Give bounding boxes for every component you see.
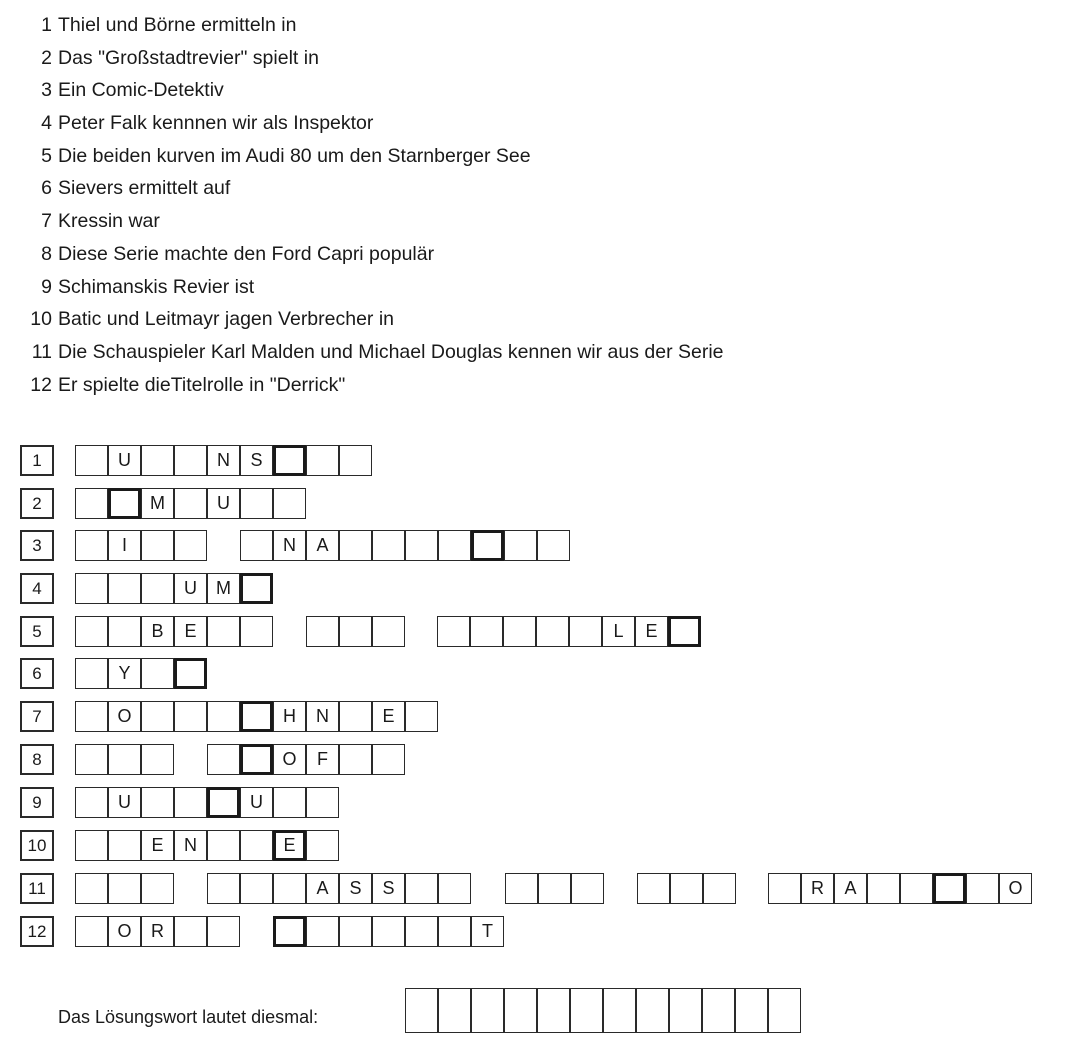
letter-cell[interactable] bbox=[174, 916, 207, 947]
letter-cell[interactable]: E bbox=[635, 616, 668, 647]
solution-letter-box[interactable] bbox=[702, 988, 735, 1033]
letter-cell[interactable]: H bbox=[273, 701, 306, 732]
solution-letter-box[interactable] bbox=[504, 988, 537, 1033]
letter-cell[interactable] bbox=[505, 873, 538, 904]
letter-cell[interactable]: O bbox=[273, 744, 306, 775]
letter-cell[interactable]: S bbox=[240, 445, 273, 476]
letter-cell[interactable] bbox=[174, 701, 207, 732]
letter-cell[interactable] bbox=[538, 873, 571, 904]
letter-cell[interactable] bbox=[207, 830, 240, 861]
letter-cell[interactable] bbox=[174, 787, 207, 818]
clue-text: Batic und Leitmayr jagen Verbrecher in bbox=[58, 308, 395, 331]
letter-cell[interactable] bbox=[438, 873, 471, 904]
letter-cell[interactable] bbox=[867, 873, 900, 904]
row-number-2: 2 bbox=[20, 488, 54, 519]
clue-number: 11 bbox=[31, 340, 52, 363]
letter-cell[interactable]: T bbox=[471, 916, 504, 947]
letter-cell[interactable] bbox=[240, 616, 273, 647]
letter-cell[interactable] bbox=[75, 658, 108, 689]
letter-cell[interactable]: Y bbox=[108, 658, 141, 689]
letter-cell[interactable] bbox=[438, 530, 471, 561]
letter-cell[interactable]: E bbox=[174, 616, 207, 647]
letter-cell[interactable]: M bbox=[207, 573, 240, 604]
letter-cell[interactable] bbox=[536, 616, 569, 647]
letter-cell[interactable] bbox=[670, 873, 703, 904]
letter-cell[interactable] bbox=[75, 787, 108, 818]
letter-cell[interactable] bbox=[207, 873, 240, 904]
letter-cell[interactable] bbox=[174, 445, 207, 476]
letter-cell[interactable]: A bbox=[834, 873, 867, 904]
solution-key-cell[interactable] bbox=[174, 658, 207, 689]
letter-cell[interactable] bbox=[75, 488, 108, 519]
letter-cell[interactable] bbox=[240, 488, 273, 519]
letter-cell[interactable] bbox=[75, 445, 108, 476]
solution-key-cell[interactable] bbox=[273, 445, 306, 476]
solution-letter-box[interactable] bbox=[405, 988, 438, 1033]
letter-cell[interactable] bbox=[372, 530, 405, 561]
letter-cell[interactable]: U bbox=[108, 787, 141, 818]
solution-letter-box[interactable] bbox=[603, 988, 636, 1033]
letter-cell[interactable] bbox=[75, 744, 108, 775]
row-number-8: 8 bbox=[20, 744, 54, 775]
letter-cell[interactable]: I bbox=[108, 530, 141, 561]
letter-cell[interactable] bbox=[141, 787, 174, 818]
letter-cell[interactable] bbox=[273, 873, 306, 904]
letter-cell[interactable] bbox=[75, 916, 108, 947]
clue-text: Peter Falk kennnen wir als Inspektor bbox=[58, 112, 374, 135]
letter-cell[interactable] bbox=[438, 916, 471, 947]
row-number-12: 12 bbox=[20, 916, 54, 947]
solution-key-cell[interactable] bbox=[668, 616, 701, 647]
letter-cell[interactable] bbox=[339, 744, 372, 775]
letter-cell[interactable] bbox=[240, 530, 273, 561]
letter-cell[interactable]: O bbox=[999, 873, 1032, 904]
solution-key-cell[interactable] bbox=[240, 744, 273, 775]
letter-cell[interactable] bbox=[405, 873, 438, 904]
solution-letter-box[interactable] bbox=[735, 988, 768, 1033]
letter-cell[interactable]: R bbox=[801, 873, 834, 904]
letter-cell[interactable]: N bbox=[174, 830, 207, 861]
letter-cell[interactable] bbox=[75, 573, 108, 604]
letter-cell[interactable]: R bbox=[141, 916, 174, 947]
clue-text: Die Schauspieler Karl Malden und Michael Douglas kennen wir aus der Serie bbox=[58, 340, 724, 363]
solution-label: Das Lösungswort lautet diesmal: bbox=[58, 1007, 319, 1027]
letter-cell[interactable] bbox=[405, 916, 438, 947]
letter-cell[interactable]: S bbox=[372, 873, 405, 904]
clue-number: 3 bbox=[41, 79, 52, 102]
clue-text: Die beiden kurven im Audi 80 um den Starnberger See bbox=[58, 144, 531, 167]
letter-cell[interactable] bbox=[339, 916, 372, 947]
letter-cell[interactable] bbox=[372, 744, 405, 775]
row-number-9: 9 bbox=[20, 787, 54, 818]
letter-cell[interactable] bbox=[405, 701, 438, 732]
clue-number: 5 bbox=[41, 144, 52, 167]
row-number-4: 4 bbox=[20, 573, 54, 604]
row-number-11: 11 bbox=[20, 873, 54, 904]
letter-cell[interactable] bbox=[372, 616, 405, 647]
letter-cell[interactable]: U bbox=[108, 445, 141, 476]
solution-letter-box[interactable] bbox=[570, 988, 603, 1033]
letter-cell[interactable]: M bbox=[141, 488, 174, 519]
letter-cell[interactable] bbox=[306, 787, 339, 818]
letter-cell[interactable] bbox=[900, 873, 933, 904]
clue-text: Ein Comic-Detektiv bbox=[58, 79, 224, 102]
letter-cell[interactable] bbox=[966, 873, 999, 904]
letter-cell[interactable] bbox=[75, 530, 108, 561]
letter-cell[interactable]: F bbox=[306, 744, 339, 775]
letter-cell[interactable] bbox=[339, 701, 372, 732]
letter-cell[interactable] bbox=[141, 744, 174, 775]
solution-key-cell[interactable] bbox=[207, 787, 240, 818]
letter-cell[interactable] bbox=[207, 616, 240, 647]
letter-cell[interactable] bbox=[273, 787, 306, 818]
clue-number: 1 bbox=[41, 14, 52, 36]
clue-number: 9 bbox=[41, 275, 52, 298]
letter-cell[interactable] bbox=[141, 445, 174, 476]
letter-cell[interactable] bbox=[372, 916, 405, 947]
row-number-6: 6 bbox=[20, 658, 54, 689]
letter-cell[interactable] bbox=[207, 744, 240, 775]
letter-cell[interactable] bbox=[339, 445, 372, 476]
letter-cell[interactable]: L bbox=[602, 616, 635, 647]
clue-number: 10 bbox=[30, 308, 52, 331]
solution-letter-box[interactable] bbox=[669, 988, 702, 1033]
letter-cell[interactable] bbox=[571, 873, 604, 904]
letter-cell[interactable] bbox=[405, 530, 438, 561]
clue-number: 7 bbox=[41, 210, 52, 233]
solution-key-cell[interactable] bbox=[240, 701, 273, 732]
letter-cell[interactable]: O bbox=[108, 701, 141, 732]
row-number-10: 10 bbox=[20, 830, 54, 861]
letter-cell[interactable] bbox=[207, 701, 240, 732]
letter-cell[interactable] bbox=[637, 873, 670, 904]
letter-cell[interactable] bbox=[174, 530, 207, 561]
letter-cell[interactable]: N bbox=[273, 530, 306, 561]
letter-cell[interactable]: U bbox=[240, 787, 273, 818]
letter-cell[interactable] bbox=[306, 616, 339, 647]
solution-key-cell[interactable]: E bbox=[273, 830, 306, 861]
letter-cell[interactable] bbox=[207, 916, 240, 947]
clue-number: 6 bbox=[41, 177, 52, 200]
letter-cell[interactable] bbox=[306, 445, 339, 476]
letter-cell[interactable] bbox=[273, 488, 306, 519]
row-number-3: 3 bbox=[20, 530, 54, 561]
letter-cell[interactable] bbox=[537, 530, 570, 561]
solution-letter-box[interactable] bbox=[471, 988, 504, 1033]
clue-text: Sievers ermittelt auf bbox=[58, 177, 231, 200]
clue-number: 8 bbox=[41, 242, 52, 265]
letter-cell[interactable] bbox=[108, 573, 141, 604]
letter-cell[interactable] bbox=[504, 530, 537, 561]
letter-cell[interactable] bbox=[141, 701, 174, 732]
solution-key-cell[interactable] bbox=[240, 573, 273, 604]
solution-letter-box[interactable] bbox=[636, 988, 669, 1033]
solution-letter-box[interactable] bbox=[438, 988, 471, 1033]
letter-cell[interactable] bbox=[240, 873, 273, 904]
solution-key-cell[interactable] bbox=[471, 530, 504, 561]
letter-cell[interactable]: N bbox=[306, 701, 339, 732]
letter-cell[interactable] bbox=[108, 744, 141, 775]
letter-cell[interactable]: U bbox=[174, 573, 207, 604]
clue-text: Er spielte dieTitelrolle in "Derrick" bbox=[58, 373, 346, 396]
letter-cell[interactable]: O bbox=[108, 916, 141, 947]
clue-text: Das "Großstadtrevier" spielt in bbox=[58, 46, 319, 69]
letter-cell[interactable] bbox=[108, 830, 141, 861]
letter-cell[interactable] bbox=[470, 616, 503, 647]
letter-cell[interactable] bbox=[174, 488, 207, 519]
letter-cell[interactable]: A bbox=[306, 873, 339, 904]
letter-cell[interactable]: B bbox=[141, 616, 174, 647]
solution-key-cell[interactable] bbox=[273, 916, 306, 947]
clue-number: 2 bbox=[41, 46, 52, 69]
letter-cell[interactable] bbox=[75, 616, 108, 647]
letter-cell[interactable] bbox=[141, 530, 174, 561]
letter-cell[interactable] bbox=[569, 616, 602, 647]
letter-cell[interactable] bbox=[141, 573, 174, 604]
clue-number: 12 bbox=[30, 373, 52, 396]
clue-text: Diese Serie machte den Ford Capri populär bbox=[58, 242, 435, 265]
letter-cell[interactable]: U bbox=[207, 488, 240, 519]
row-number-7: 7 bbox=[20, 701, 54, 732]
letter-cell[interactable] bbox=[503, 616, 536, 647]
letter-cell[interactable] bbox=[306, 916, 339, 947]
row-number-5: 5 bbox=[20, 616, 54, 647]
solution-letter-box[interactable] bbox=[537, 988, 570, 1033]
letter-cell[interactable]: E bbox=[141, 830, 174, 861]
letter-cell[interactable] bbox=[768, 873, 801, 904]
letter-cell[interactable] bbox=[703, 873, 736, 904]
letter-cell[interactable]: N bbox=[207, 445, 240, 476]
clue-text: Thiel und Börne ermitteln in bbox=[58, 14, 297, 36]
letter-cell[interactable] bbox=[339, 530, 372, 561]
letter-cell[interactable] bbox=[339, 616, 372, 647]
letter-cell[interactable]: E bbox=[372, 701, 405, 732]
letter-cell[interactable] bbox=[108, 616, 141, 647]
letter-cell[interactable] bbox=[437, 616, 470, 647]
solution-key-cell[interactable] bbox=[933, 873, 966, 904]
letter-cell[interactable]: S bbox=[339, 873, 372, 904]
clue-number: 4 bbox=[41, 112, 52, 135]
clue-text: Schimanskis Revier ist bbox=[58, 275, 255, 298]
clue-text: Kressin war bbox=[58, 210, 160, 233]
letter-cell[interactable] bbox=[108, 873, 141, 904]
letter-cell[interactable] bbox=[141, 873, 174, 904]
letter-cell[interactable] bbox=[75, 830, 108, 861]
solution-letter-box[interactable] bbox=[768, 988, 801, 1033]
letter-cell[interactable] bbox=[75, 701, 108, 732]
letter-cell[interactable] bbox=[240, 830, 273, 861]
letter-cell[interactable] bbox=[306, 830, 339, 861]
row-number-1: 1 bbox=[20, 445, 54, 476]
letter-cell[interactable] bbox=[75, 873, 108, 904]
solution-key-cell[interactable] bbox=[108, 488, 141, 519]
letter-cell[interactable] bbox=[141, 658, 174, 689]
letter-cell[interactable]: A bbox=[306, 530, 339, 561]
